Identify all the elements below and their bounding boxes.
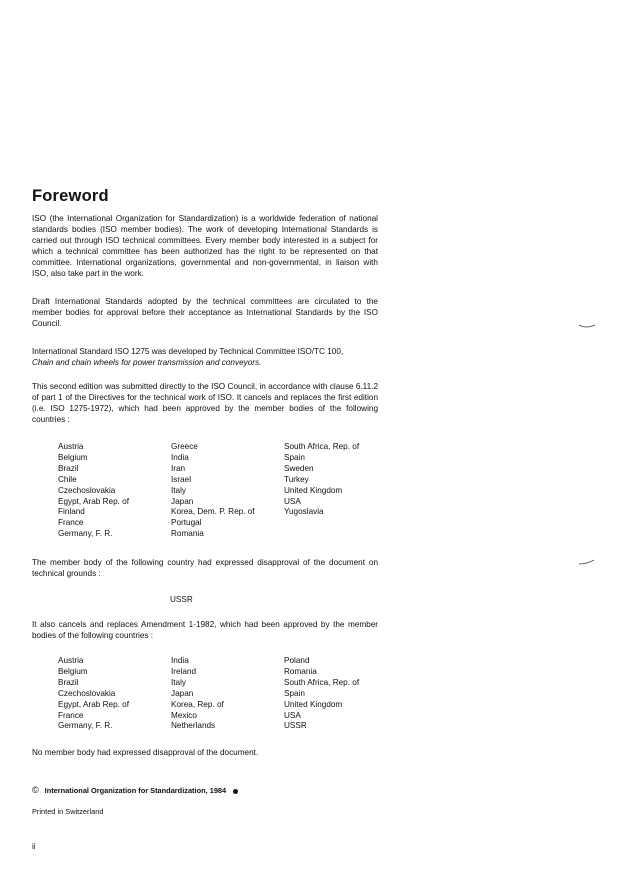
second-edition-paragraph: This second edition was submitted directly to the ISO Council, in accordance with clause 6.11.2 of part 1 of the Directives for the technical work of ISO. It cancels and replaces the first edition (i.e. ISO 1275-1972), which had been approved by the member bodies of the following countries : <box>32 382 378 424</box>
country-item: Japan <box>171 496 194 506</box>
country-column-2 <box>171 442 255 540</box>
country-item: Spain <box>284 452 305 462</box>
bullet-dot <box>233 789 238 794</box>
country-item: Romania <box>284 666 317 676</box>
page-title: Foreword <box>32 187 109 205</box>
country-column-3 <box>284 442 359 518</box>
copyright-symbol: © <box>32 785 39 795</box>
country-item: Germany, F. R. <box>58 529 113 539</box>
committee-text: International Standard ISO 1275 was developed by Technical Committee ISO/TC 100, <box>32 347 344 356</box>
disapproval-paragraph: The member body of the following country had expressed disapproval of the document on technical grounds : <box>32 558 378 578</box>
printed-in: Printed in Switzerland <box>32 807 104 816</box>
country-item: Greece <box>171 442 198 451</box>
country-item: Belgium <box>58 452 88 462</box>
country-column-2 <box>171 656 224 732</box>
country-item: Israel <box>171 474 192 484</box>
amendment-paragraph: It also cancels and replaces Amendment 1-1982, which had been approved by the member bodies of the following countries : <box>32 620 378 640</box>
country-item: Yugoslavia <box>284 507 324 517</box>
country-item: USSR <box>284 721 307 731</box>
country-item: Austria <box>58 656 84 665</box>
country-item: Egypt, Arab Rep. of <box>58 699 130 709</box>
country-item: USA <box>284 496 301 506</box>
country-item: Ireland <box>171 666 197 676</box>
scan-mark <box>578 322 598 330</box>
intro-paragraph: ISO (the International Organization for Standardization) is a worldwide federation of national standards bodies (ISO member bodies). The work of developing International Standards is carried out through ISO technical committees. Every member body interested in a subject for which a technical committee has been authorized has the right to be represented on that committee. International organizations, governmental and non-governmental, in liaison with ISO, also take part in the work. <box>32 214 378 278</box>
country-item: India <box>171 452 189 462</box>
country-item: India <box>171 656 189 665</box>
country-item: Austria <box>58 442 84 451</box>
country-item: France <box>58 710 84 720</box>
country-item: Italy <box>171 485 187 495</box>
country-item: Brazil <box>58 677 79 687</box>
draft-standards-paragraph: Draft International Standards adopted by the technical committees are circulated to the member bodies for approval before their acceptance as International Standards by the ISO Council. <box>32 297 378 328</box>
country-item: Romania <box>171 529 204 539</box>
country-item: Iran <box>171 463 186 473</box>
country-item: United Kingdom <box>284 699 343 709</box>
committee-title: Chain and chain wheels for power transmission and conveyors. <box>32 357 262 367</box>
country-item: USA <box>284 710 301 720</box>
country-item: Germany, F. R. <box>58 721 113 731</box>
country-item: Czechoslovakia <box>58 485 116 495</box>
country-column-3 <box>284 656 359 732</box>
copyright-line <box>32 785 238 795</box>
country-item: Korea, Rep. of <box>171 699 224 709</box>
country-item: Czechoslovakia <box>58 688 116 698</box>
committee-paragraph <box>32 347 378 369</box>
country-item: Chile <box>58 474 77 484</box>
country-item: Sweden <box>284 463 314 473</box>
country-item: Mexico <box>171 710 197 720</box>
country-item: Netherlands <box>171 721 216 731</box>
country-item: Spain <box>284 688 305 698</box>
country-item: Japan <box>171 688 194 698</box>
country-item: Korea, Dem. P. Rep. of <box>171 507 255 517</box>
country-item: Italy <box>171 677 187 687</box>
country-item: Belgium <box>58 666 88 676</box>
country-item: Poland <box>284 656 310 665</box>
country-column-1 <box>58 656 129 732</box>
scan-mark <box>578 558 598 568</box>
page-number: ii <box>32 842 36 851</box>
no-disapproval-paragraph: No member body had expressed disapproval of the document. <box>32 748 259 757</box>
country-item: United Kingdom <box>284 485 343 495</box>
country-item: Egypt, Arab Rep. of <box>58 496 130 506</box>
country-item: South Africa, Rep. of <box>284 442 360 451</box>
disapproving-country: USSR <box>170 595 193 604</box>
country-item: France <box>58 518 84 528</box>
country-column-1 <box>58 442 129 540</box>
country-item: Turkey <box>284 474 309 484</box>
country-item: South Africa, Rep. of <box>284 677 360 687</box>
country-item: Brazil <box>58 463 79 473</box>
country-item: Finland <box>58 507 85 517</box>
country-item: Portugal <box>171 518 202 528</box>
copyright-text: International Organization for Standardization, 1984 <box>44 786 227 795</box>
